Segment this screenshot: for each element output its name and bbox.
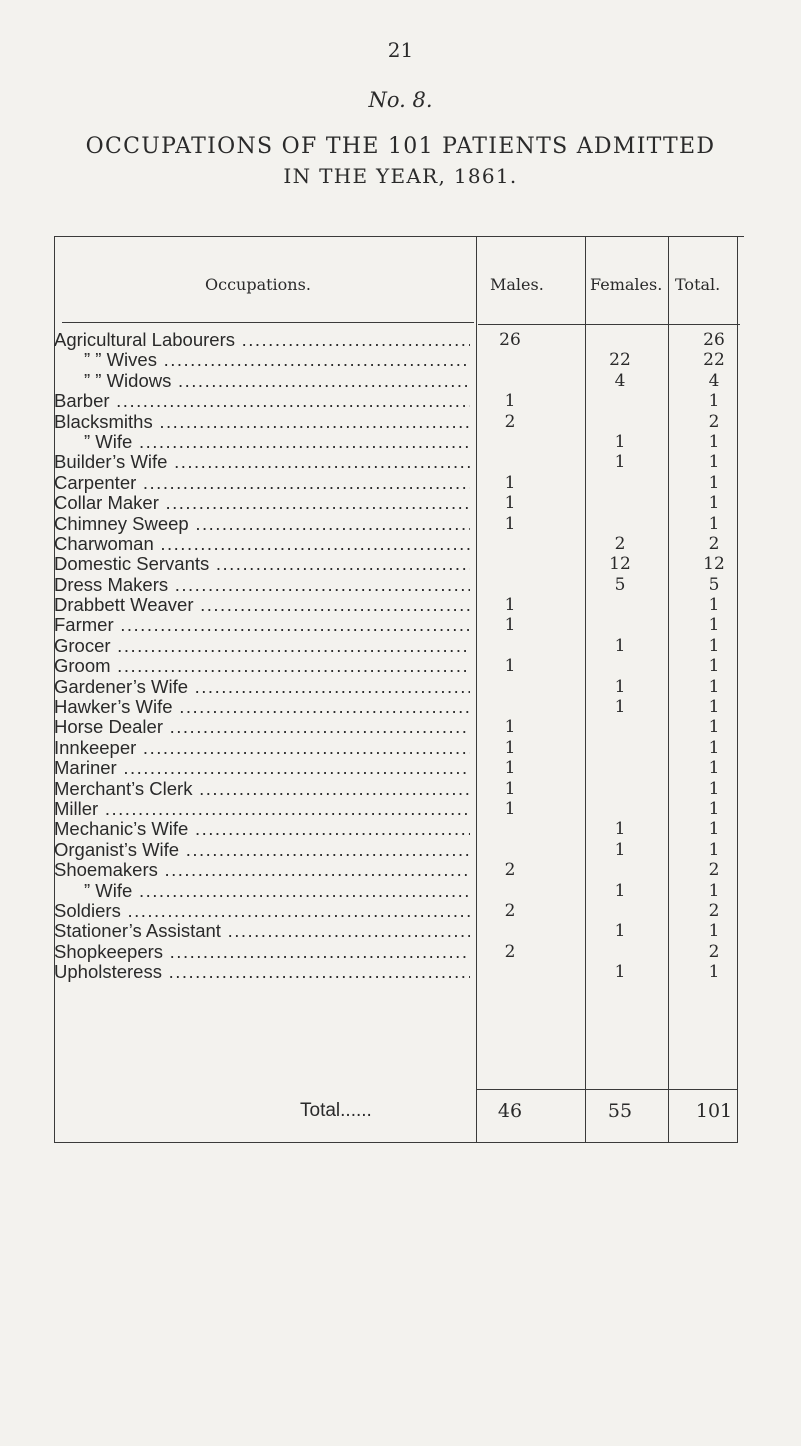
- table-row: [54, 412, 744, 432]
- total-cell: 1: [708, 595, 720, 616]
- occupation-cell: Soldiers .....: [54, 901, 470, 921]
- table-row: [54, 391, 744, 411]
- males-cell: 2: [504, 900, 516, 921]
- total-cell: 1: [708, 656, 720, 677]
- table-row: [54, 432, 744, 452]
- occupation-cell: Hawker’s Wife .....: [54, 697, 470, 717]
- total-cell: 22: [703, 350, 725, 371]
- occupation-cell: ” Wife .....: [54, 881, 470, 901]
- males-cell: 2: [504, 860, 516, 881]
- males-cell: 1: [504, 798, 516, 819]
- totals-females: 55: [607, 1100, 633, 1122]
- females-cell: 1: [614, 839, 626, 860]
- occupation-cell: Grocer .....: [54, 636, 470, 656]
- females-cell: 1: [614, 452, 626, 473]
- occupation-cell: Groom .....: [54, 656, 470, 676]
- table-row: [54, 473, 744, 493]
- table-row: [54, 901, 744, 921]
- total-cell: 1: [708, 635, 720, 656]
- document-number: No. 8.: [368, 88, 433, 112]
- table-row: [54, 738, 744, 758]
- table-row: [54, 371, 744, 391]
- total-cell: 1: [708, 391, 720, 412]
- occupation-cell: ” ” Wives .....: [54, 350, 470, 370]
- header-males: Males.: [490, 275, 544, 294]
- males-cell: 1: [504, 513, 516, 534]
- total-cell: 2: [708, 860, 720, 881]
- total-cell: 1: [708, 839, 720, 860]
- header-total: Total.: [675, 275, 721, 294]
- occupation-cell: Domestic Servants .....: [54, 554, 470, 574]
- table-body: [54, 330, 744, 983]
- table-row: [54, 819, 744, 839]
- occupation-cell: Drabbett Weaver .....: [54, 595, 470, 615]
- occupation-cell: Builder’s Wife .....: [54, 452, 470, 472]
- table-row: [54, 636, 744, 656]
- females-cell: 12: [609, 554, 631, 575]
- table-row: [54, 921, 744, 941]
- females-cell: 1: [614, 697, 626, 718]
- males-cell: 2: [504, 411, 516, 432]
- table-row: [54, 656, 744, 676]
- table-row: [54, 575, 744, 595]
- females-cell: 22: [609, 350, 631, 371]
- total-cell: 12: [703, 554, 725, 575]
- occupation-cell: Farmer .....: [54, 615, 470, 635]
- totals-males: 46: [497, 1100, 523, 1122]
- table-row: [54, 860, 744, 880]
- males-cell: 1: [504, 656, 516, 677]
- females-cell: 1: [614, 431, 626, 452]
- males-cell: 1: [504, 737, 516, 758]
- females-cell: 1: [614, 880, 626, 901]
- males-cell: 1: [504, 778, 516, 799]
- total-cell: 1: [708, 798, 720, 819]
- occupation-cell: Carpenter .....: [54, 473, 470, 493]
- table-top-rule: [54, 236, 744, 237]
- table-row: [54, 350, 744, 370]
- totals-total: 101: [695, 1100, 733, 1122]
- females-cell: 1: [614, 635, 626, 656]
- header-rule-figures: [478, 324, 740, 325]
- total-cell: 1: [708, 880, 720, 901]
- total-cell: 2: [708, 533, 720, 554]
- occupation-cell: ” Wife .....: [54, 432, 470, 452]
- total-cell: 1: [708, 921, 720, 942]
- total-cell: 1: [708, 472, 720, 493]
- page-title: OCCUPATIONS OF THE 101 PATIENTS ADMITTED: [85, 134, 716, 159]
- total-cell: 1: [708, 758, 720, 779]
- header-occupations: Occupations.: [205, 275, 311, 294]
- total-cell: 1: [708, 615, 720, 636]
- total-cell: 1: [708, 676, 720, 697]
- table-row: [54, 799, 744, 819]
- total-cell: 1: [708, 737, 720, 758]
- table-row: [54, 697, 744, 717]
- occupation-cell: Charwoman .....: [54, 534, 470, 554]
- occupation-cell: Mariner .....: [54, 758, 470, 778]
- occupation-cell: Shoemakers .....: [54, 860, 470, 880]
- table-row: [54, 779, 744, 799]
- occupation-cell: Horse Dealer .....: [54, 717, 470, 737]
- total-cell: 4: [708, 370, 720, 391]
- occupation-cell: Shopkeepers .....: [54, 942, 470, 962]
- occupation-cell: Blacksmiths .....: [54, 412, 470, 432]
- table-row: [54, 942, 744, 962]
- males-cell: 1: [504, 391, 516, 412]
- table-bottom-rule: [54, 1142, 738, 1143]
- table-row: [54, 717, 744, 737]
- total-cell: 1: [708, 717, 720, 738]
- occupation-cell: Stationer’s Assistant .....: [54, 921, 470, 941]
- females-cell: 5: [614, 574, 626, 595]
- occupation-cell: Mechanic’s Wife .....: [54, 819, 470, 839]
- occupation-cell: Dress Makers .....: [54, 575, 470, 595]
- males-cell: 1: [504, 472, 516, 493]
- total-cell: 1: [708, 513, 720, 534]
- total-cell: 1: [708, 493, 720, 514]
- total-cell: 1: [708, 778, 720, 799]
- table-row: [54, 595, 744, 615]
- males-cell: 1: [504, 493, 516, 514]
- females-cell: 2: [614, 533, 626, 554]
- females-cell: 1: [614, 676, 626, 697]
- occupation-cell: Collar Maker .....: [54, 493, 470, 513]
- totals-rule: [476, 1089, 738, 1090]
- males-cell: 1: [504, 758, 516, 779]
- total-cell: 1: [708, 431, 720, 452]
- females-cell: 1: [614, 819, 626, 840]
- total-cell: 2: [708, 941, 720, 962]
- table-row: [54, 493, 744, 513]
- table-row: [54, 452, 744, 472]
- total-cell: 26: [703, 330, 725, 350]
- males-cell: 2: [504, 941, 516, 962]
- page-number: 21: [387, 38, 414, 62]
- total-cell: 5: [708, 574, 720, 595]
- table-row: [54, 534, 744, 554]
- males-cell: 1: [504, 615, 516, 636]
- total-cell: 1: [708, 697, 720, 718]
- occupation-cell: Miller .....: [54, 799, 470, 819]
- males-cell: 1: [504, 595, 516, 616]
- occupation-cell: Innkeeper .....: [54, 738, 470, 758]
- females-cell: 1: [614, 921, 626, 942]
- table-row: [54, 758, 744, 778]
- total-cell: 1: [708, 819, 720, 840]
- table-row: [54, 514, 744, 534]
- totals-label: Total......: [300, 1100, 372, 1121]
- occupation-cell: Organist’s Wife .....: [54, 840, 470, 860]
- header-females: Females.: [590, 275, 663, 294]
- table-row: [54, 615, 744, 635]
- males-cell: 1: [504, 717, 516, 738]
- total-cell: 2: [708, 411, 720, 432]
- occupation-cell: ” ” Widows .....: [54, 371, 470, 391]
- females-cell: 4: [614, 370, 626, 391]
- table-row: [54, 962, 744, 982]
- total-cell: 2: [708, 900, 720, 921]
- occupation-cell: Agricultural Labourers .....: [54, 330, 470, 350]
- males-cell: 26: [499, 330, 521, 350]
- table-row: [54, 881, 744, 901]
- occupation-cell: Gardener’s Wife .....: [54, 677, 470, 697]
- occupation-cell: Upholsteress .....: [54, 962, 470, 982]
- occupation-cell: Chimney Sweep .....: [54, 514, 470, 534]
- table-row: [54, 840, 744, 860]
- occupation-cell: Barber .....: [54, 391, 470, 411]
- occupation-cell: Merchant’s Clerk .....: [54, 779, 470, 799]
- total-cell: 1: [708, 452, 720, 473]
- header-rule-occupations: [62, 322, 474, 323]
- total-cell: 1: [708, 962, 720, 983]
- table-row: [54, 554, 744, 574]
- females-cell: 1: [614, 962, 626, 983]
- table-row: [54, 677, 744, 697]
- table-row: [54, 330, 744, 350]
- page-subtitle: IN THE YEAR, 1861.: [283, 164, 518, 188]
